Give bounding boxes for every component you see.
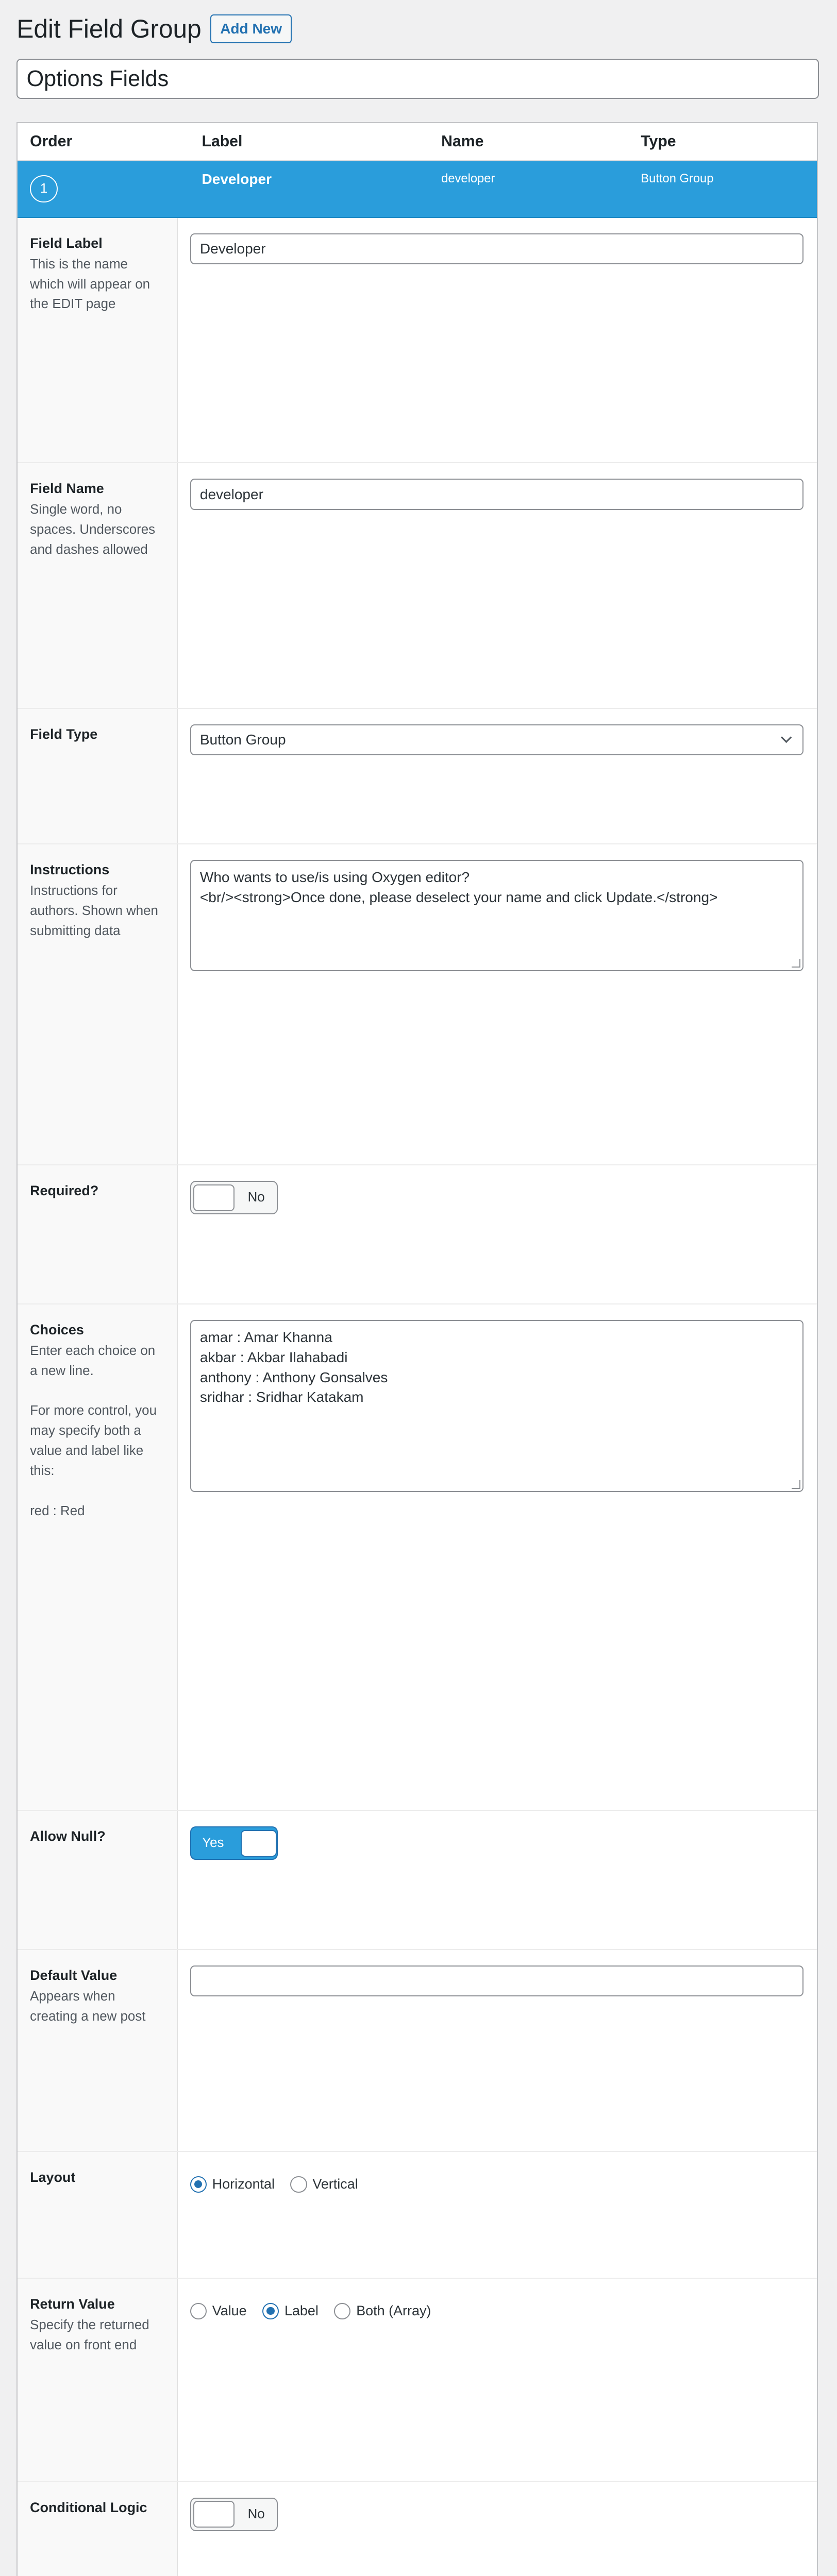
setting-conditional-logic [18, 2482, 817, 2576]
setting-title: Allow Null? [30, 1828, 106, 1844]
setting-field-label [18, 218, 817, 464]
setting-required [18, 1165, 817, 1304]
setting-title: Instructions [30, 862, 110, 878]
toggle-state: Yes [202, 1836, 224, 1851]
radio-unchecked-icon[interactable] [334, 2303, 350, 2319]
field-type-select[interactable] [190, 724, 803, 755]
textarea-line: anthony : Anthony Gonsalves [199, 1369, 388, 1385]
setting-input [178, 2152, 817, 2278]
setting-title: Field Type [30, 726, 98, 742]
setting-desc: Instructions for authors. Shown when submitting data [30, 884, 158, 938]
textarea-line: Who wants to use/is using Oxygen editor? [199, 869, 470, 885]
setting-layout [18, 2152, 817, 2279]
textarea-line: <br/><strong>Once done, please deselect your name and click Update.</strong> [199, 889, 718, 905]
field-name-input[interactable]: developer [190, 479, 803, 510]
setting-label [18, 218, 178, 463]
setting-input [178, 463, 817, 708]
chevron-down-icon [781, 732, 792, 743]
radio-label: Label [284, 2303, 319, 2319]
setting-choices [18, 1304, 817, 1811]
setting-desc: Single word, no spaces. Underscores and dashes allowed [30, 502, 156, 557]
page-title: Edit Field Group [16, 14, 202, 44]
setting-input [178, 218, 817, 463]
setting-input [178, 2279, 817, 2481]
setting-field-name [18, 463, 817, 709]
return-value-radio-group [190, 2299, 805, 2323]
setting-title: Conditional Logic [30, 2500, 147, 2515]
setting-input [178, 1165, 817, 1303]
setting-title: Default Value [30, 1967, 118, 1983]
setting-desc: Enter each choice on a new line. [30, 1343, 156, 1378]
setting-label [18, 709, 178, 843]
setting-label [18, 1811, 178, 1949]
column-type: Type [641, 132, 676, 150]
layout-radio-group [190, 2172, 805, 2196]
textarea-line: amar : Amar Khanna [199, 1329, 332, 1345]
conditional-logic-toggle[interactable] [190, 2498, 278, 2531]
return-both-radio[interactable] [334, 2303, 431, 2319]
return-label-radio[interactable] [262, 2303, 319, 2319]
column-order: Order [30, 132, 73, 150]
default-value-input[interactable] [190, 1965, 803, 1996]
setting-input [178, 1950, 817, 2151]
column-label: Label [202, 132, 243, 150]
setting-field-type [18, 709, 817, 844]
choices-textarea[interactable] [190, 1320, 803, 1492]
textarea-line: akbar : Akbar Ilahabadi [199, 1349, 348, 1365]
setting-desc: red : Red [30, 1503, 85, 1518]
setting-title: Field Label [30, 235, 103, 251]
field-row-name: developer [441, 172, 495, 186]
fields-table-header [18, 123, 817, 161]
radio-label: Horizontal [212, 2176, 275, 2192]
resize-handle-icon[interactable] [792, 959, 800, 968]
setting-label [18, 1304, 178, 1810]
fields-panel [16, 122, 818, 2576]
return-value-radio[interactable] [190, 2303, 247, 2319]
allow-null-toggle[interactable] [190, 1826, 278, 1860]
setting-allow-null [18, 1811, 817, 1950]
setting-input [178, 1304, 817, 1810]
layout-vertical-radio[interactable] [290, 2176, 358, 2193]
toggle-state: No [247, 2506, 265, 2521]
setting-label [18, 463, 178, 708]
toggle-knob [193, 1184, 235, 1211]
page-heading [16, 0, 818, 58]
field-order[interactable] [18, 161, 189, 217]
radio-checked-icon[interactable] [190, 2176, 207, 2193]
radio-label: Both (Array) [356, 2303, 431, 2319]
setting-return-value [18, 2279, 817, 2482]
setting-desc: Specify the returned value on front end [30, 2318, 149, 2353]
setting-desc: For more control, you may specify both a value and label like this: [30, 1403, 157, 1478]
setting-input [178, 709, 817, 843]
field-row-label[interactable]: Developer [202, 171, 272, 187]
toggle-knob [241, 1830, 277, 1857]
resize-handle-icon[interactable] [792, 1480, 800, 1489]
setting-input [178, 2482, 817, 2576]
toggle-knob [193, 2501, 235, 2528]
setting-label [18, 1950, 178, 2151]
group-title-input[interactable]: Options Fields [16, 59, 819, 99]
setting-label [18, 1165, 178, 1303]
setting-label [18, 844, 178, 1164]
order-badge[interactable]: 1 [30, 175, 58, 203]
setting-title: Choices [30, 1321, 84, 1337]
setting-label [18, 2152, 178, 2278]
setting-label [18, 2279, 178, 2481]
setting-desc: This is the name which will appear on the EDIT page [30, 257, 150, 312]
field-label-input[interactable]: Developer [190, 233, 803, 264]
setting-input [178, 1811, 817, 1949]
setting-default-value [18, 1950, 817, 2153]
radio-unchecked-icon[interactable] [190, 2303, 207, 2319]
setting-title: Layout [30, 2170, 76, 2185]
setting-input [178, 844, 817, 1164]
field-row-type: Button Group [641, 172, 714, 186]
setting-title: Field Name [30, 481, 104, 497]
instructions-textarea[interactable] [190, 860, 803, 971]
radio-checked-icon[interactable] [262, 2303, 279, 2319]
field-type-value: Button Group [199, 732, 286, 748]
setting-instructions [18, 844, 817, 1165]
column-name: Name [441, 132, 484, 150]
setting-title: Return Value [30, 2296, 115, 2312]
layout-horizontal-radio[interactable] [190, 2176, 275, 2193]
radio-label: Value [212, 2303, 247, 2319]
add-new-button[interactable]: Add New [210, 14, 292, 43]
setting-title: Required? [30, 1183, 99, 1199]
setting-desc: Appears when creating a new post [30, 1989, 146, 2024]
setting-label [18, 2482, 178, 2576]
radio-label: Vertical [312, 2176, 358, 2192]
field-row-developer[interactable] [18, 161, 817, 218]
textarea-line: sridhar : Sridhar Katakam [199, 1389, 364, 1405]
required-toggle[interactable] [190, 1181, 278, 1214]
toggle-state: No [247, 1190, 265, 1205]
radio-unchecked-icon[interactable] [290, 2176, 307, 2193]
